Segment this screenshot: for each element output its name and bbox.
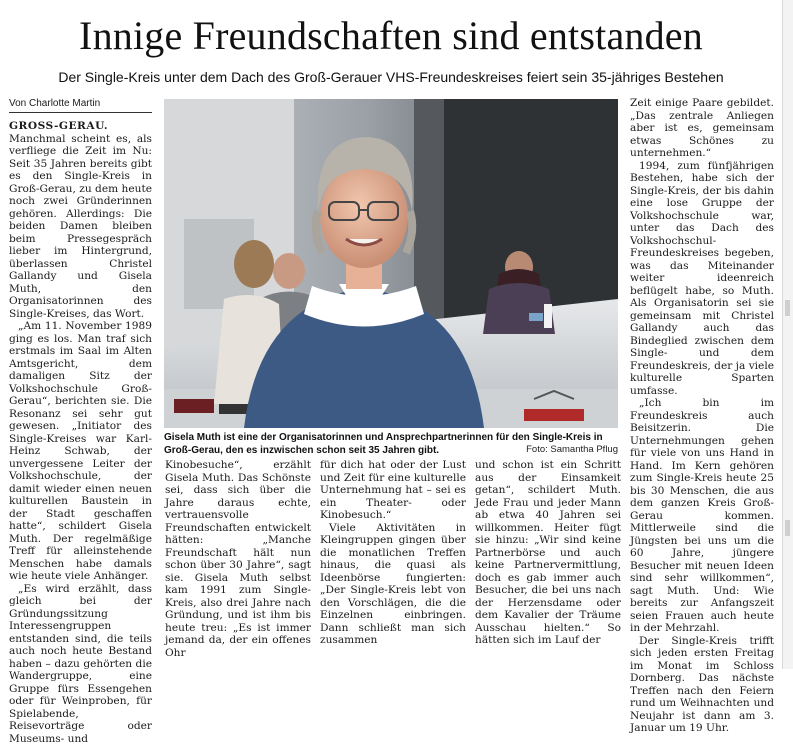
article-paragraph: „Ich bin im Freundeskreis auch Beisitzerin. Die Unternehmungen gehen für viele von uns Hand in Hand. Im Kern gehören zum Single-Kreis heute 25 bis 30 Menschen, die aus dem ganzen Kreis Groß-Gerau kommen. Mittlerweile sind die Jüngsten bei uns um die 60 Jahre, jüngere Besucher mit neuen Ideen sind sehr willkommen“, sagt Muth. Und: Wie bereits zur Anfangszeit seien Frauen auch heute in der Mehrzahl.	[630, 397, 774, 635]
article-paragraph: 1994, zum fünfjährigen Bestehen, habe sich der Single-Kreis, der bis dahin eine lose Gruppe der Volkshochschule war, unter das Dach des Volkshochschul-Freundeskreises begeben, was das Miteinander weiter ideenreich beflügelt habe, so Muth. Als Organisatorin sei sie gemeinsam mit Christel Gallandy auch das Bindeglied zwischen dem Single- und dem Freundeskreis, der ja viele kulturelle Sparten umfasse.	[630, 160, 774, 398]
article-photo	[164, 99, 618, 428]
article-column-2	[165, 459, 311, 632]
article-paragraph: Zeit einige Paare gebildet. „Das zentrale Anliegen aber ist es, gemeinsam etwas Schönes zu unternehmen.“	[630, 97, 774, 160]
paragraph-text: Manchmal scheint es, als verfliege die Zeit im Nu: Seit 35 Jahren bereits gibt es den Single-Kreis in Groß-Gerau, zu dem heute noch zwei Gründerinnen gehören. Allerdings: Die beiden Damen bleiben beim Pressegespräch lieber im Hintergrund, überlassen Christel Gallandy und Gisela Muth, den Organisatorinnen des Single-Kreises, das Wort.	[9, 133, 152, 320]
dateline: GROSS-GERAU.	[9, 120, 108, 132]
article-paragraph: „Es wird erzählt, dass gleich bei der Gründungssitzung Interessengruppen entstanden sind, die teils auch noch heute Bestand haben – dazu gehörten die Wandergruppe, eine Gruppe fürs Essengehen oder für Weinproben, für Spielabende, Reisevorträge oder Museums- und	[9, 583, 152, 745]
photo-caption: Gisela Muth ist eine der Organisatorinnen und Ansprechpartnerinnen für den Single-Kreis in Groß-Gerau, den es inzwischen schon seit 35 Jahren gibt.	[164, 432, 618, 457]
article-paragraph: Viele Aktivitäten in Kleingruppen gingen über die monatlichen Treffen hinaus, die quasi als Ideenbörse fungierten: „Der Single-Kreis lebt von den Vorschlägen, die die Einzelnen einbringen. Dann schließt man sich zusammen	[320, 522, 466, 647]
article-column-4	[475, 459, 621, 632]
article-paragraph: „Am 11. November 1989 ging es los. Man traf sich erstmals im Saal im Alten Amtsgericht, dem damaligen Sitz der Volkshochschule Groß-Gerau“, berichten sie. Die Resonanz sei sehr gut gewesen. „Initiator des Single-Kreises war Karl-Heinz Schwab, der unvergessene Leiter der Volkshochschule, der damit wieder einen neuen kulturellen Baustein in der Stadt geschaffen hatte“, schildert Gisela Muth. Der regelmäßige Treff für alleinstehende Menschen habe damals wie heute viele Anhänger.	[9, 320, 152, 583]
article-column-5	[630, 97, 774, 632]
article-paragraph: für dich hat oder der Lust und Zeit für eine kulturelle Unternehmung hat – sei es ein Theater- oder Kinobesuch.“	[320, 459, 466, 522]
article-paragraph: und schon ist ein Schritt aus der Einsamkeit getan“, schildert Muth. Jede Frau und jeder Mann ab etwa 40 Jahren sei willkommen. Heiter fügt sie hinzu: „Wir sind keine Partnerbörse und auch keine Partnervermittlung, doch es gab immer auch Besucher, die bei uns nach der Herzensdame oder dem Kavalier der Träume Ausschau hielten.“ So hätten sich im Lauf der	[475, 459, 621, 647]
article-column-1	[9, 120, 152, 632]
article-paragraph	[9, 120, 152, 320]
byline: Von Charlotte Martin	[9, 98, 152, 113]
article-column-3	[320, 459, 466, 632]
portrait-photo-illustration	[164, 99, 618, 428]
article-paragraph: Der Single-Kreis trifft sich jeden ersten Freitag im Monat im Schloss Dornberg. Das nächste Treffen nach den Feiern rund um Weihnachten und Neujahr ist dann am 3. Januar um 19 Uhr.	[630, 635, 774, 735]
page-edge-margin	[782, 0, 793, 669]
page-edge-marker	[785, 300, 790, 316]
page-edge-marker	[785, 520, 790, 536]
subheadline: Der Single-Kreis unter dem Dach des Groß-Gerauer VHS-Freundeskreises feiert sein 35-jähriges Bestehen	[0, 68, 782, 86]
photo-credit: Foto: Samantha Pflug	[526, 444, 618, 456]
headline: Innige Freundschaften sind entstanden	[0, 12, 782, 60]
article-paragraph: Kinobesuche“, erzählt Gisela Muth. Das Schönste sei, dass sich über die Jahre daraus echte, vertrauensvolle Freundschaften entwickelt hätten: „Manche Freundschaft hält nun schon über 30 Jahre“, sagt sie. Gisela Muth selbst kam 1991 zum Single-Kreis, also drei Jahre nach Gründung, und ist ihm bis heute treu: „Es ist immer jemand da, der ein offenes Ohr	[165, 459, 311, 659]
